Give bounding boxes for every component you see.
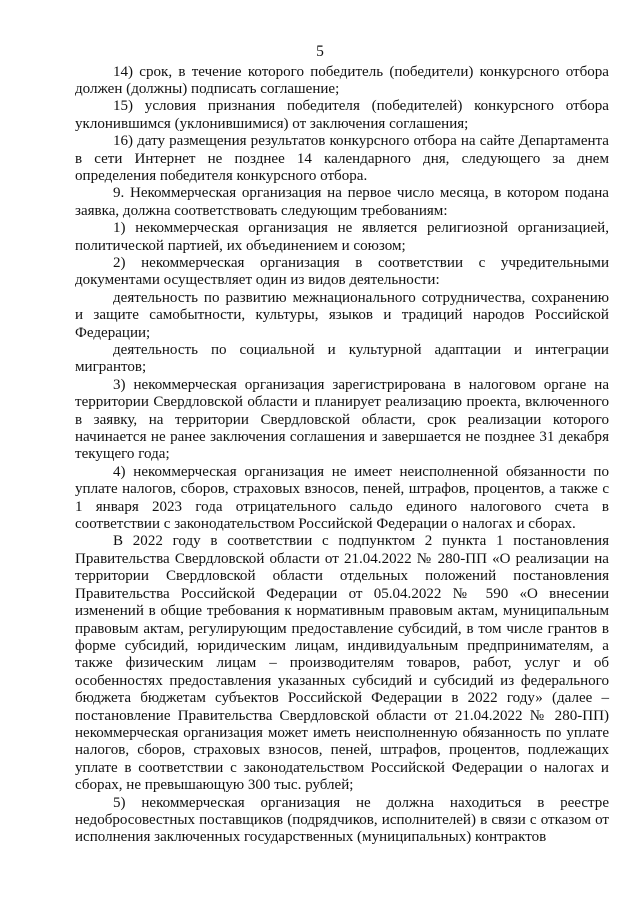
paragraph-requirement-2: 2) некоммерческая организация в соответствии с учредительными документами осуществляет один из видов деятельности: bbox=[75, 254, 609, 289]
paragraph-item-15: 15) условия признания победителя (победителей) конкурсного отбора уклонившимся (уклонившимися) от заключения соглашения; bbox=[75, 98, 609, 132]
paragraph-requirement-5: 5) некоммерческая организация не должна находиться в реестре недобросовестных поставщиков (подрядчиков, исполнителей) в связи с отказом от исполнения заключенных государственных (муниципальных) контрактов bbox=[75, 794, 609, 846]
paragraph-activity-1: деятельность по развитию межнационального сотрудничества, сохранению и защите самобытности, культуры, языков и традиций народов Российской Федерации; bbox=[75, 289, 609, 341]
paragraph-requirement-3: 3) некоммерческая организация зарегистрирована в налоговом органе на территории Свердловской области и планирует реализацию проекта, включенного в заявку, на территории Свердловской области, срок реализации которого начинается не ранее заключения соглашения и завершается не позднее 31 декабря текущего года; bbox=[75, 376, 609, 463]
paragraph-requirement-4: 4) некоммерческая организация не имеет неисполненной обязанности по уплате налогов, сборов, страховых взносов, пеней, штрафов, процентов, а также с 1 января 2023 года отрицательного сальдо единого налогового счета в соответствии с законодательством Российской Федерации о налогах и сборах. bbox=[75, 463, 609, 533]
document-body bbox=[75, 64, 609, 847]
paragraph-clause-9: 9. Некоммерческая организация на первое число месяца, в котором подана заявка, должна соответствовать следующим требованиям: bbox=[75, 185, 609, 219]
paragraph-activity-2: деятельность по социальной и культурной адаптации и интеграции мигрантов; bbox=[75, 342, 609, 376]
paragraph-item-16: 16) дату размещения результатов конкурсного отбора на сайте Департамента в сети Интернет не позднее 14 календарного дня, следующего за днем определения победителя конкурсного отбора. bbox=[75, 133, 609, 184]
paragraph-requirement-1: 1) некоммерческая организация не является религиозной организацией, политической партией, их объединением и союзом; bbox=[75, 220, 609, 254]
page-number: 5 bbox=[316, 43, 324, 60]
paragraph-2022-exception: В 2022 году в соответствии с подпунктом 2 пункта 1 постановления Правительства Свердловской области от 21.04.2022 № 280-ПП «О реализации на территории Свердловской области отдельных положений постановления Правительства Российской Федерации от 05.04.2022 № 590 «О внесении изменений в общие требования к нормативным правовым актам, муниципальным правовым актам, регулирующим предоставление субсидий, в том числе грантов в форме субсидий, юридическим лицам, индивидуальным предпринимателям, а также физическим лицам – производителям товаров, работ, услуг и об особенностях предоставления указанных субсидий и субсидий из федерального бюджета бюджетам субъектов Российской Федерации в 2022 году» (далее – постановление Правительства Свердловской области от 21.04.2022 № 280-ПП) некоммерческая организация может иметь неисполненную обязанность по уплате налогов, сборов, страховых взносов, пеней, штрафов, процентов, подлежащих уплате в соответствии с законодательством Российской Федерации о налогах и сборах, не превышающую 300 тыс. рублей; bbox=[75, 533, 609, 794]
paragraph-item-14: 14) срок, в течение которого победитель (победители) конкурсного отбора должен (должны) подписать соглашение; bbox=[75, 63, 609, 97]
